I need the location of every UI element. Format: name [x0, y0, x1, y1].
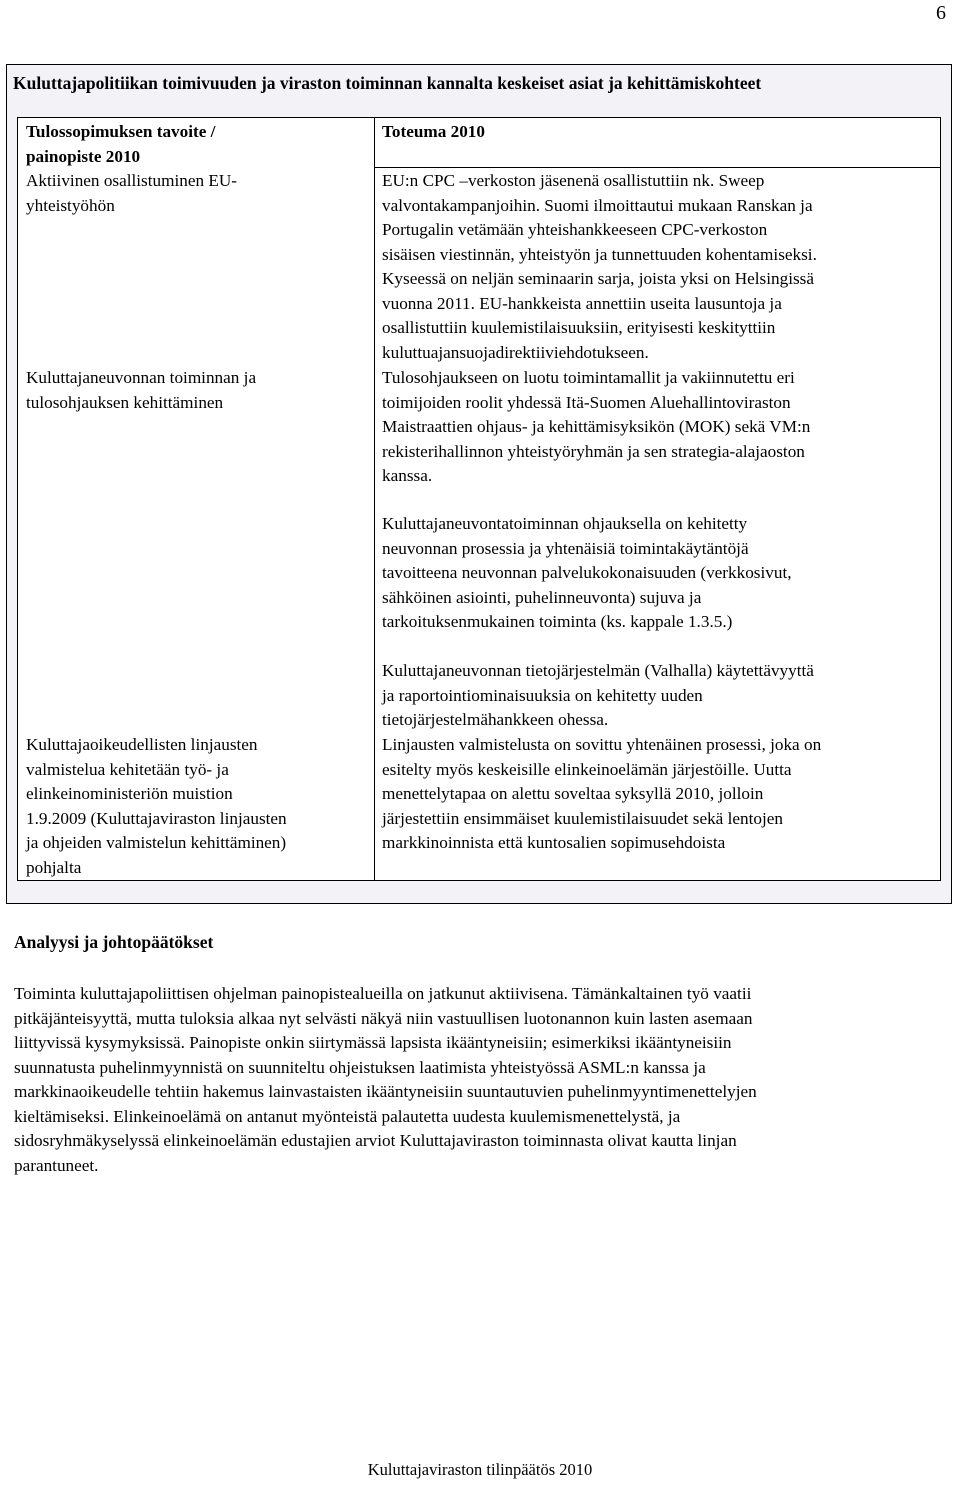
outcome-valhalla: Kuluttajaneuvonnan tietojärjestelmän (Valhalla) käytettävyyttä ja raportointiominaisuuksia on kehitetty uuden tietojärjestelmähankkeen ohessa.	[382, 661, 814, 729]
analysis-text: Toiminta kuluttajapoliittisen ohjelman painopistealueilla on jatkunut aktiivisena. Tämänkaltainen työ vaatii pitkäjänteisyyttä, mutta tuloksia alkaa nyt selvästi näkyä niin vastuullisen luotonannon kuin lasten asemaan liittyvissä kysymyksissä. Painopiste onkin siirtymässä lapsista ikääntyneisiin; esimerkiksi ikääntyneisiin suunnatusta puhelinmyynnistä on suunniteltu ohjeistuksen laatimista yhteistyössä ASML:n kanssa ja markkinaoikeudelle tehtiin hakemus lainvastaisten ikääntyneisiin suuntautuvien puhelinmyyntimenettelyjen kieltämiseksi. Elinkeinoelämä on antanut myönteistä palautetta uudesta kuulemismenettelystä, ja sidosryhmäkyselyssä elinkeinoelämän edustajien arviot Kuluttajaviraston toiminnasta olivat kautta linjan parantuneet.	[14, 984, 757, 1175]
outcome-eu-cooperation: EU:n CPC –verkoston jäsenenä osallistuttiin nk. Sweep valvontakampanjoihin. Suomi ilmoittautui mukaan Ranskan ja Portugalin vetämään yhteishankkeeseen CPC-verkoston sisäisen viestinnän, yhteistyön ja tunnettuuden kohentamiseksi. Kyseessä on neljän seminaarin sarja, joista yksi on Helsingissä vuonna 2011. EU-hankkeista annettiin useita lausuntoja ja osallistuttiin kuulemistilaisuuksiin, erityisesti keskityttiin kuluttuajansuojadirektiiviehdotukseen.	[382, 171, 817, 362]
page-footer: Kuluttajaviraston tilinpäätös 2010	[367, 1460, 593, 1479]
outcome-neuvonta: Kuluttajaneuvontatoiminnan ohjauksella on kehitetty neuvonnan prosessia ja yhtenäisiä toimintakäytäntöjä tavoitteena neuvonnan palvelukokonaisuuden (verkkosivut, sähköinen asiointi, puhelinneuvonta) sujuva ja tarkoituksenmukainen toiminta (ks. kappale 1.3.5.)	[382, 514, 792, 631]
goals-table	[17, 117, 941, 881]
goal-eu-cooperation: Aktiivinen osallistuminen EU- yhteistyöhön	[26, 171, 238, 215]
analysis-heading: Analyysi ja johtopäätökset	[14, 932, 214, 952]
page-number: 6	[936, 2, 946, 24]
header-outcome: Toteuma 2010	[382, 122, 485, 141]
outcome-legal-guidelines: Linjausten valmistelusta on sovittu yhtenäinen prosessi, joka on esitelty myös keskeisille elinkeinoelämän järjestöille. Uutta menettelytapaa on alettu soveltaa syksyllä 2010, jolloin järjestettiin ensimmäiset kuulemistilaisuudet sekä lentojen markkinoinnista että kuntosalien sopimusehdoista	[382, 735, 822, 852]
goal-legal-guidelines: Kuluttajaoikeudellisten linjausten valmistelua kehitetään työ- ja elinkeinoministeriön muistion 1.9.2009 (Kuluttajaviraston linjausten ja ohjeiden valmistelun kehittäminen) pohjalta	[26, 735, 287, 877]
key-issues-box	[6, 64, 952, 904]
header-divider	[375, 167, 941, 168]
header-goal: Tulossopimuksen tavoite / painopiste 2010	[26, 122, 216, 166]
outcome-tulosohjaus: Tulosohjaukseen on luotu toimintamallit ja vakiinnutettu eri toimijoiden roolit yhdessä Itä-Suomen Aluehallintoviraston Maistraattien ohjaus- ja kehittämisyksikön (MOK) sekä VM:n rekisterihallinnon yhteistyöryhmän ja sen strategia-alajaoston kanssa.	[382, 368, 811, 485]
box-title: Kuluttajapolitiikan toimivuuden ja viraston toiminnan kannalta keskeiset asiat ja kehittämiskohteet	[13, 73, 762, 93]
goal-consumer-advice: Kuluttajaneuvonnan toiminnan ja tulosohjauksen kehittäminen	[26, 368, 257, 412]
column-divider	[374, 118, 375, 880]
